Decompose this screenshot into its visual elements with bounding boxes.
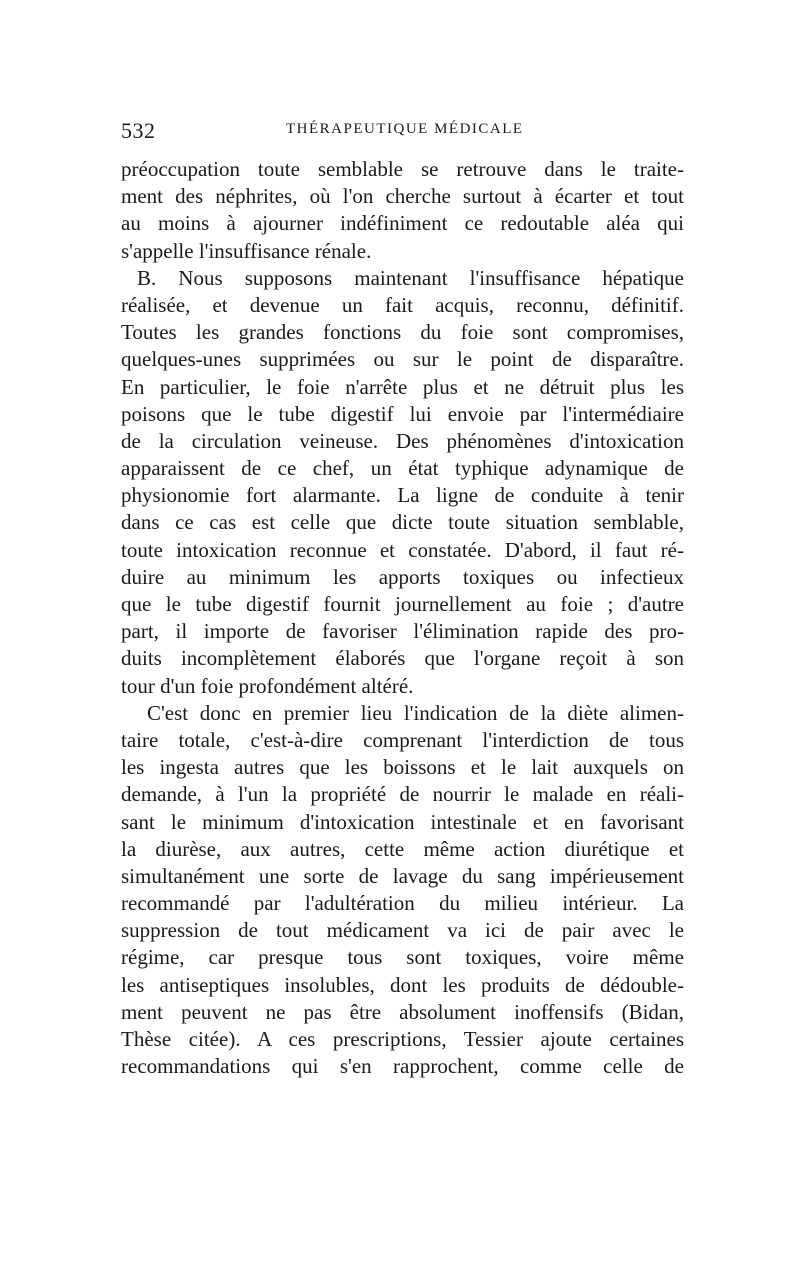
text-line: taire totale, c'est-à-dire comprenant l'interdiction de tous <box>121 727 684 752</box>
text-line: suppression de tout médicament va ici de pair avec le <box>121 918 684 943</box>
text-line: dans ce cas est celle que dicte toute situation semblable, <box>121 510 684 535</box>
text-line: recommandations qui s'en rapprochent, comme celle de <box>121 1054 684 1079</box>
text-line: les antiseptiques insolubles, dont les produits de dédouble- <box>121 972 684 997</box>
text-line: apparaissent de ce chef, un état typhique adynamique de <box>121 456 684 481</box>
text-line: tour d'un foie profondément altéré. <box>121 673 414 698</box>
text-line: C'est donc en premier lieu l'indication de la diète alimen- <box>147 700 684 725</box>
text-line: Toutes les grandes fonctions du foie sont compromises, <box>121 320 684 345</box>
text-line: simultanément une sorte de lavage du sang impérieusement <box>121 863 684 888</box>
text-line: ment peuvent ne pas être absolument inoffensifs (Bidan, <box>121 999 684 1024</box>
text-line: toute intoxication reconnue et constatée. D'abord, il faut ré- <box>121 537 684 562</box>
text-line: ment des néphrites, où l'on cherche surtout à écarter et tout <box>121 184 684 209</box>
text-line: recommandé par l'adultération du milieu intérieur. La <box>121 891 684 916</box>
text-line: la diurèse, aux autres, cette même action diurétique et <box>121 836 684 861</box>
text-line: de la circulation veineuse. Des phénomènes d'intoxication <box>121 428 684 453</box>
text-line: les ingesta autres que les boissons et le lait auxquels on <box>121 755 684 780</box>
body-text <box>121 156 684 1080</box>
text-line: que le tube digestif fournit journellement au foie ; d'autre <box>121 592 684 616</box>
text-line: réalisée, et devenue un fait acquis, reconnu, définitif. <box>121 292 684 317</box>
page-number: 532 <box>121 118 156 143</box>
text-line: duire au minimum les apports toxiques ou infectieux <box>121 564 684 589</box>
text-line: part, il importe de favoriser l'élimination rapide des pro- <box>121 619 684 644</box>
text-line: B. Nous supposons maintenant l'insuffisance hépatique <box>137 265 684 290</box>
text-line: au moins à ajourner indéfiniment ce redoutable aléa qui <box>121 211 684 236</box>
running-head <box>121 118 684 148</box>
text-line: préoccupation toute semblable se retrouve dans le traite- <box>121 157 684 181</box>
text-line: poisons que le tube digestif lui envoie par l'intermédiaire <box>121 401 684 426</box>
text-line: quelques-unes supprimées ou sur le point de disparaître. <box>121 347 684 372</box>
text-line: physionomie fort alarmante. La ligne de conduite à tenir <box>121 483 684 508</box>
text-line: régime, car presque tous sont toxiques, voire même <box>121 945 684 970</box>
text-line: duits incomplètement élaborés que l'organe reçoit à son <box>121 646 684 671</box>
text-line: En particulier, le foie n'arrête plus et ne détruit plus les <box>121 374 684 399</box>
text-line: demande, à l'un la propriété de nourrir le malade en réali- <box>121 782 684 807</box>
text-line: Thèse citée). A ces prescriptions, Tessier ajoute certaines <box>121 1027 684 1051</box>
text-line: sant le minimum d'intoxication intestinale et en favorisant <box>121 809 684 834</box>
running-title: THÉRAPEUTIQUE MÉDICALE <box>286 121 524 137</box>
text-line: s'appelle l'insuffisance rénale. <box>121 238 372 263</box>
